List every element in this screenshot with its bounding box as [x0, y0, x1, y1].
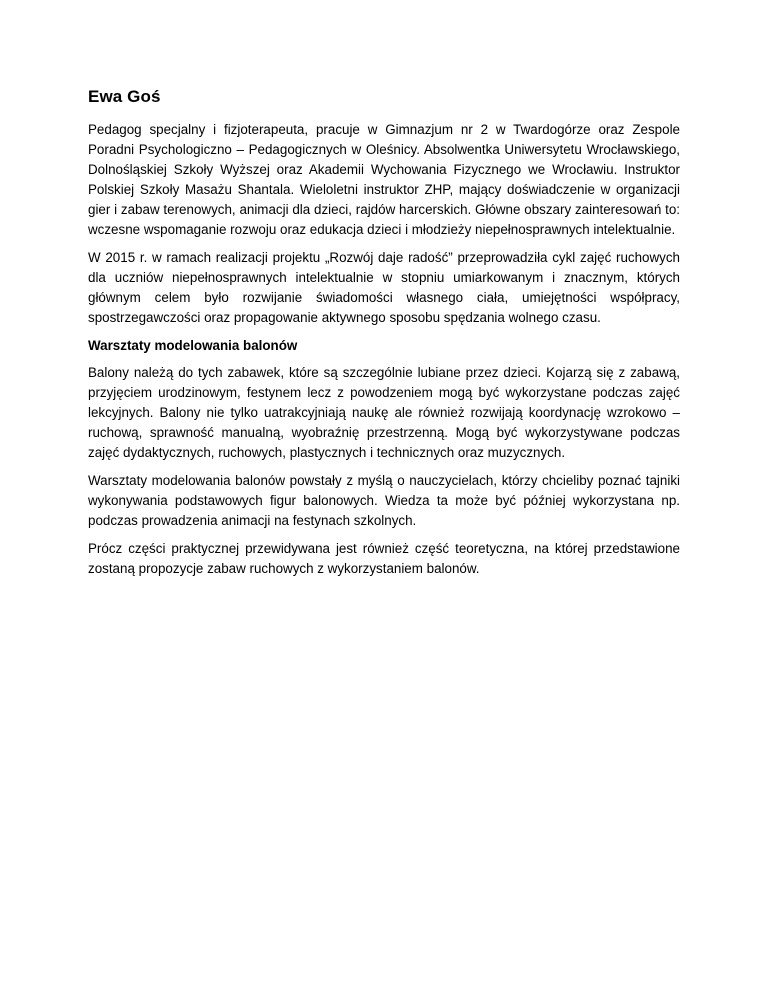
- document-body: [88, 84, 680, 587]
- project-paragraph: W 2015 r. w ramach realizacji projektu „Rozwój daje radość” przeprowadziła cykl zajęć ruchowych dla uczniów niepełnosprawnych intelektualnie w stopniu umiarkowanym i znacznym, których głównym celem było rozwijanie świadomości własnego ciała, umiejętności współpracy, spostrzegawczości oraz propagowanie aktywnego sposobu spędzania wolnego czasu.: [88, 250, 680, 325]
- author-name: Ewa Goś: [88, 87, 161, 106]
- workshop-heading: Warsztaty modelowania balonów: [88, 338, 298, 353]
- workshop-paragraph: Balony należą do tych zabawek, które są szczególnie lubiane przez dzieci. Kojarzą się z zabawą, przyjęciem urodzinowym, festynem lecz z powodzeniem mogą być wykorzystane podczas zajęć lekcyjnych. Balony nie tylko uatrakcyjniają naukę ale również rozwijają koordynację wzrokowo – ruchową, sprawność manualną, wyobraźnię przestrzenną. Mogą być wykorzystywane podczas zajęć dydaktycznych, ruchowych, plastycznych i technicznych oraz muzycznych.: [88, 365, 680, 460]
- workshop-paragraph: Prócz części praktycznej przewidywana jest również część teoretyczna, na której przedstawione zostaną propozycje zabaw ruchowych z wykorzystaniem balonów.: [88, 541, 680, 576]
- bio-paragraph: Pedagog specjalny i fizjoterapeuta, pracuje w Gimnazjum nr 2 w Twardogórze oraz Zespole Poradni Psychologiczno – Pedagogicznych w Oleśnicy. Absolwentka Uniwersytetu Wrocławskiego, Dolnośląskiej Szkoły Wyższej oraz Akademii Wychowania Fizycznego we Wrocławiu. Instruktor Polskiej Szkoły Masażu Shantala. Wieloletni instruktor ZHP, mający doświadczenie w organizacji gier i zabaw terenowych, animacji dla dzieci, rajdów harcerskich. Główne obszary zainteresowań to: wczesne wspomaganie rozwoju oraz edukacja dzieci i młodzieży niepełnosprawnych intelektualnie.: [88, 122, 680, 237]
- workshop-paragraph: Warsztaty modelowania balonów powstały z myślą o nauczycielach, którzy chcieliby poznać tajniki wykonywania podstawowych figur balonowych. Wiedza ta może być później wykorzystana np. podczas prowadzenia animacji na festynach szkolnych.: [88, 473, 680, 528]
